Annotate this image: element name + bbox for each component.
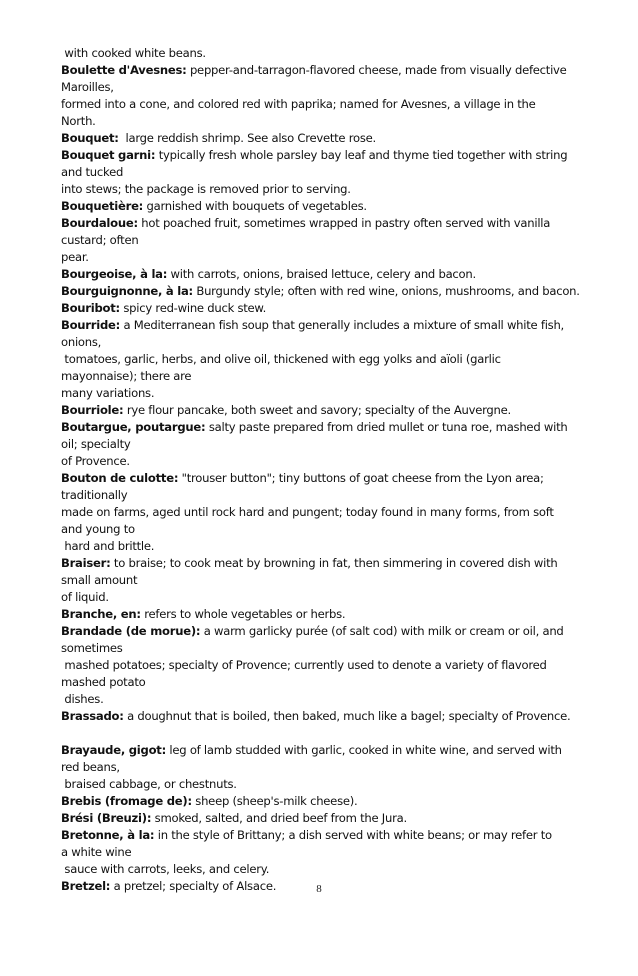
entry-definition-text: with cooked white beans. [61, 46, 206, 60]
entry-definition-text: small amount [61, 573, 138, 587]
entry-continuation-line [61, 351, 573, 368]
entry-term: Bretonne, à la: [61, 828, 155, 842]
entry-term: Bouquet: [61, 131, 119, 145]
entry-definition-text: sheep (sheep's-milk cheese). [191, 794, 358, 808]
glossary-page [61, 45, 580, 895]
entry-definition-text: "trouser button"; tiny buttons of goat cheese from the Lyon area; [178, 471, 544, 485]
entry-continuation-line [61, 759, 573, 776]
entry-continuation-line [61, 96, 573, 113]
entry-first-line [61, 402, 573, 419]
entry-definition-text: spicy red-wine duck stew. [119, 301, 267, 315]
entry-definition-text: a white wine [61, 845, 132, 859]
entry-term: Brési (Breuzi): [61, 811, 152, 825]
entry-continuation-line [61, 164, 573, 181]
entry-definition-text: sauce with carrots, leeks, and celery. [61, 862, 270, 876]
entry-term: Brandade (de morue): [61, 624, 201, 638]
entry-first-line [61, 555, 573, 572]
entry-continuation-line [61, 844, 573, 861]
entry-term: Bourride: [61, 318, 121, 332]
glossary-entry [61, 827, 573, 878]
entry-first-line [61, 266, 573, 283]
entry-first-line [61, 215, 573, 232]
entry-term: Bretzel: [61, 879, 111, 893]
entry-term: Bouton de culotte: [61, 471, 179, 485]
entry-definition-text: mayonnaise); there are [61, 369, 192, 383]
entry-term: Brayaude, gigot: [61, 743, 166, 757]
glossary-entry [61, 793, 573, 810]
entry-definition-text: garnished with bouquets of vegetables. [143, 199, 367, 213]
entry-definition-text: typically fresh whole parsley bay leaf and thyme tied together with string [155, 148, 568, 162]
entry-definition-text: many variations. [61, 386, 155, 400]
entry-definition-text: with carrots, onions, braised lettuce, celery and bacon. [167, 267, 476, 281]
glossary-entry [61, 147, 573, 198]
entry-continuation-line [61, 589, 573, 606]
glossary-entry [61, 300, 573, 317]
entry-definition-text: tomatoes, garlic, herbs, and olive oil, thickened with egg yolks and aïoli (garlic [61, 352, 501, 366]
glossary-entry [61, 317, 573, 402]
entry-definition-text: oil; specialty [61, 437, 131, 451]
entry-definition-text: red beans, [61, 760, 120, 774]
entry-first-line [61, 742, 573, 759]
entry-definition-text: leg of lamb studded with garlic, cooked in white wine, and served with [165, 743, 562, 757]
entry-definition-text: in the style of Brittany; a dish served with white beans; or may refer to [154, 828, 552, 842]
entry-continuation-line [61, 640, 573, 657]
entry-continuation-line [61, 113, 573, 130]
entry-continuation-line [61, 385, 573, 402]
entry-definition-text: and young to [61, 522, 135, 536]
entry-continuation-line [61, 79, 573, 96]
entry-term: Braiser: [61, 556, 111, 570]
entry-continuation-line [61, 368, 573, 385]
entry-continuation-line [61, 657, 573, 674]
page-number: 8 [316, 883, 322, 895]
glossary-entry [61, 708, 573, 725]
glossary-entry [61, 470, 573, 555]
entry-term: Bouquet garni: [61, 148, 156, 162]
glossary-entry [61, 742, 573, 793]
entry-definition-text: onions, [61, 335, 102, 349]
entry-term: Boulette d'Avesnes: [61, 63, 187, 77]
glossary-entry [61, 266, 573, 283]
entry-first-line [61, 147, 573, 164]
entry-term: Bourdaloue: [61, 216, 138, 230]
entry-definition-text: a pretzel; specialty of Alsace. [110, 879, 277, 893]
entry-term: Brassado: [61, 709, 124, 723]
entry-first-line [61, 708, 573, 725]
entry-first-line [61, 283, 580, 300]
entry-continuation-line [61, 572, 573, 589]
entry-first-line [61, 300, 573, 317]
entry-continuation-line [61, 691, 573, 708]
entry-definition-text: braised cabbage, or chestnuts. [61, 777, 237, 791]
entry-first-line [61, 470, 573, 487]
entry-definition-text: mashed potatoes; specialty of Provence; currently used to denote a variety of flavored [61, 658, 547, 672]
entry-continuation-line [61, 504, 573, 521]
entry-term: Branche, en: [61, 607, 141, 621]
glossary-entry [61, 555, 573, 606]
glossary-entry [61, 45, 573, 62]
entry-definition-text: sometimes [61, 641, 123, 655]
entry-first-line [61, 130, 573, 147]
entry-continuation-line [61, 181, 573, 198]
entry-continuation-line [61, 232, 573, 249]
entry-definition-text: and tucked [61, 165, 124, 179]
entry-definition-text: formed into a cone, and colored red with paprika; named for Avesnes, a village in the [61, 97, 536, 111]
entry-definition-text: smoked, salted, and dried beef from the Jura. [151, 811, 407, 825]
glossary-entry [61, 62, 573, 130]
glossary-entry [61, 810, 573, 827]
entry-definition-text: rye flour pancake, both sweet and savory; specialty of the Auvergne. [123, 403, 511, 417]
entry-term: Bourriole: [61, 403, 124, 417]
entry-definition-text: large reddish shrimp. See also Crevette rose. [118, 131, 376, 145]
entry-continuation-line [61, 776, 573, 793]
glossary-entry [61, 402, 573, 419]
entry-first-line [61, 198, 573, 215]
entry-term: Bourguignonne, à la: [61, 284, 193, 298]
entry-definition-text: a Mediterranean fish soup that generally includes a mixture of small white fish, [120, 318, 564, 332]
entry-definition-text: pepper-and-tarragon-flavored cheese, made from visually defective [186, 63, 567, 77]
entry-term: Brebis (fromage de): [61, 794, 192, 808]
entry-definition-text: Burgundy style; often with red wine, onions, mushrooms, and bacon. [192, 284, 580, 298]
entry-first-line [61, 62, 573, 79]
entry-continuation-line [61, 521, 573, 538]
entry-first-line [61, 45, 573, 62]
entry-definition-text: traditionally [61, 488, 128, 502]
entry-first-line [61, 606, 573, 623]
entry-definition-text: salty paste prepared from dried mullet or tuna roe, mashed with [205, 420, 568, 434]
entry-continuation-line [61, 487, 573, 504]
entry-term: Bourgeoise, à la: [61, 267, 168, 281]
glossary-entry [61, 130, 573, 147]
entry-definition-text: a warm garlicky purée (of salt cod) with milk or cream or oil, and [200, 624, 564, 638]
entry-definition-text: into stews; the package is removed prior to serving. [61, 182, 351, 196]
entry-definition-text: made on farms, aged until rock hard and pungent; today found in many forms, from soft [61, 505, 554, 519]
entry-first-line [61, 793, 573, 810]
entry-definition-text: hard and brittle. [61, 539, 155, 553]
entry-continuation-line [61, 436, 573, 453]
entry-first-line [61, 419, 573, 436]
entry-continuation-line [61, 674, 573, 691]
entry-definition-text: mashed potato [61, 675, 146, 689]
entry-definition-text: a doughnut that is boiled, then baked, much like a bagel; specialty of Provence. [123, 709, 571, 723]
entry-term: Boutargue, poutargue: [61, 420, 206, 434]
glossary-entry [61, 606, 573, 623]
entry-definition-text: custard; often [61, 233, 139, 247]
entry-definition-text: dishes. [61, 692, 104, 706]
entry-first-line [61, 623, 573, 640]
entry-continuation-line [61, 861, 573, 878]
entry-continuation-line [61, 334, 573, 351]
entry-first-line [61, 317, 573, 334]
glossary-entry [61, 198, 573, 215]
entry-definition-text: hot poached fruit, sometimes wrapped in pastry often served with vanilla [137, 216, 551, 230]
entry-first-line [61, 810, 573, 827]
glossary-entry [61, 419, 573, 470]
glossary-entry [61, 215, 573, 266]
entry-definition-text: North. [61, 114, 96, 128]
entry-continuation-line [61, 453, 573, 470]
entry-continuation-line [61, 249, 573, 266]
entry-continuation-line [61, 538, 573, 555]
entry-definition-text: of liquid. [61, 590, 109, 604]
blank-line [61, 725, 573, 742]
entry-first-line [61, 827, 573, 844]
entry-definition-text: pear. [61, 250, 89, 264]
glossary-entry [61, 283, 580, 300]
glossary-entry [61, 623, 573, 708]
entry-term: Bouribot: [61, 301, 120, 315]
entry-definition-text: refers to whole vegetables or herbs. [140, 607, 346, 621]
entry-definition-text: to braise; to cook meat by browning in fat, then simmering in covered dish with [110, 556, 558, 570]
entry-term: Bouquetière: [61, 199, 144, 213]
entry-definition-text: of Provence. [61, 454, 130, 468]
entry-definition-text: Maroilles, [61, 80, 114, 94]
